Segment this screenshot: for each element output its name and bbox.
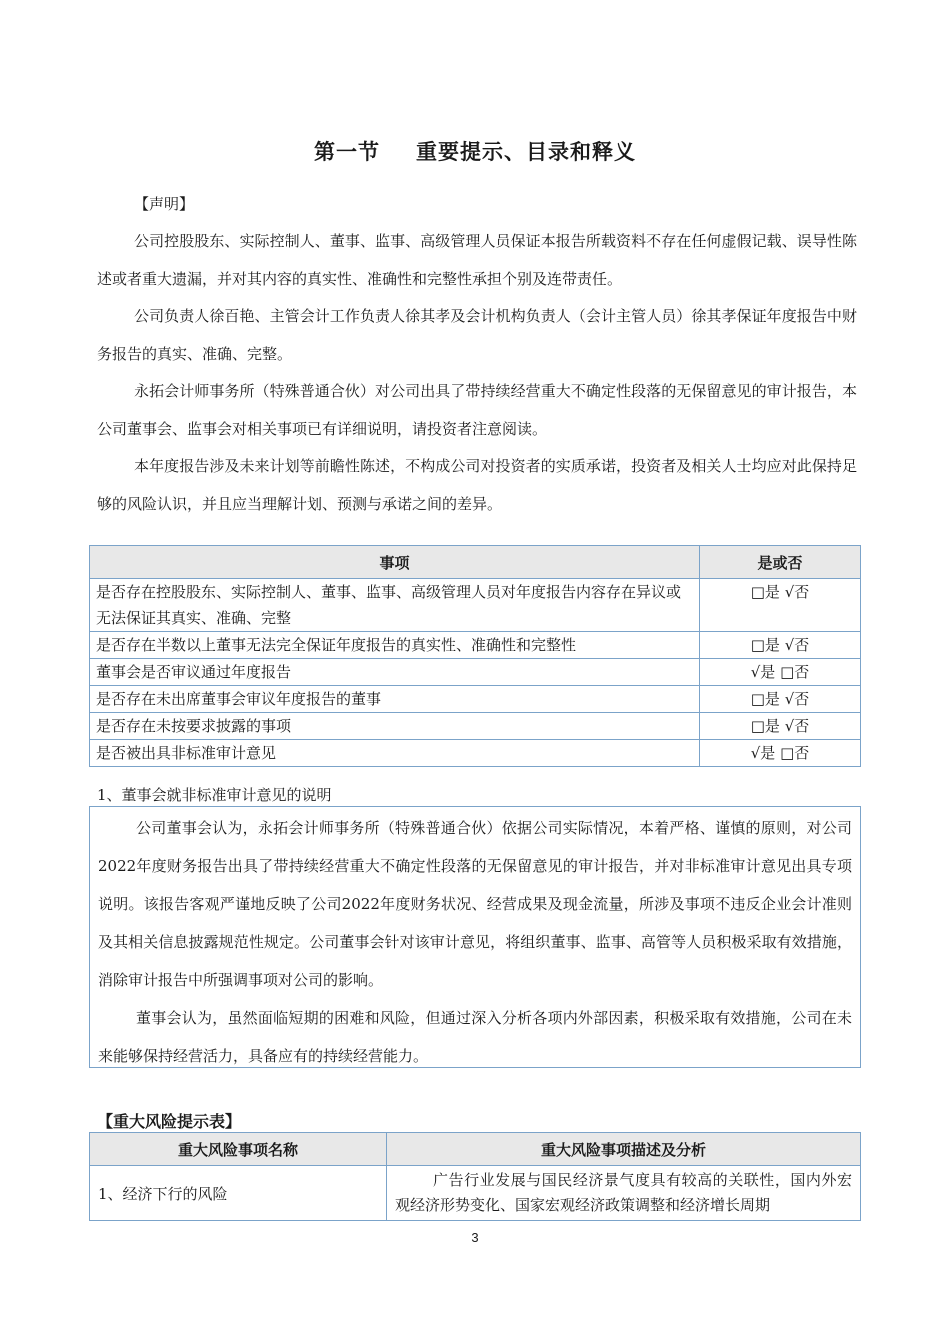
section-title (0, 136, 950, 166)
answer-cell: □是 √否 (700, 686, 861, 713)
header-yes-no: 是或否 (700, 546, 861, 579)
matter-cell: 是否存在半数以上董事无法完全保证年度报告的真实性、准确性和完整性 (90, 632, 700, 659)
table-row (90, 579, 861, 632)
matters-table (89, 545, 861, 767)
statement-paragraph: 公司控股股东、实际控制人、董事、监事、高级管理人员保证本报告所载资料不存在任何虚假记载、误导性陈述或者重大遗漏，并对其内容的真实性、准确性和完整性承担个别及连带责任。 (97, 232, 857, 288)
answer-cell: □是 √否 (700, 713, 861, 740)
table-row (90, 740, 861, 767)
answer-cell: √是 □否 (700, 740, 861, 767)
statement-paragraph: 本年度报告涉及未来计划等前瞻性陈述，不构成公司对投资者的实质承诺，投资者及相关人士均应对此保持足够的风险认识，并且应当理解计划、预测与承诺之间的差异。 (97, 457, 857, 513)
header-risk-name: 重大风险事项名称 (90, 1133, 387, 1166)
risk-name-cell: 1、经济下行的风险 (90, 1166, 387, 1221)
matter-cell: 是否被出具非标准审计意见 (90, 740, 700, 767)
statement-paragraph: 永拓会计师事务所（特殊普通合伙）对公司出具了带持续经营重大不确定性段落的无保留意见的审计报告，本公司董事会、监事会对相关事项已有详细说明，请投资者注意阅读。 (97, 382, 857, 438)
table-header-row (90, 546, 861, 579)
page-number: 3 (471, 1230, 479, 1245)
table-row (90, 632, 861, 659)
section-number: 第一节 (314, 140, 380, 164)
risk-table (89, 1132, 861, 1221)
risk-table-title: 【重大风险提示表】 (97, 1112, 242, 1131)
header-risk-description: 重大风险事项描述及分析 (387, 1133, 861, 1166)
statement-paragraph: 公司负责人徐百艳、主管会计工作负责人徐其孝及会计机构负责人（会计主管人员）徐其孝保证年度报告中财务报告的真实、准确、完整。 (97, 307, 857, 363)
matter-cell: 是否存在控股股东、实际控制人、董事、监事、高级管理人员对年度报告内容存在异议或无法保证其真实、准确、完整 (90, 579, 700, 632)
answer-cell: □是 √否 (700, 579, 861, 632)
header-matter: 事项 (90, 546, 700, 579)
table-row (90, 1166, 861, 1221)
answer-cell: □是 √否 (700, 632, 861, 659)
matter-cell: 董事会是否审议通过年度报告 (90, 659, 700, 686)
statement-heading: 【声明】 (134, 195, 195, 213)
answer-cell: √是 □否 (700, 659, 861, 686)
board-note-paragraph: 公司董事会认为，永拓会计师事务所（特殊普通合伙）依据公司实际情况，本着严格、谨慎的原则，对公司2022年度财务报告出具了带持续经营重大不确定性段落的无保留意见的审计报告，并对非标准审计意见出具专项说明。该报告客观严谨地反映了公司2022年度财务状况、经营成果及现金流量，所涉及事项不违反企业会计准则及其相关信息披露规范性规定。公司董事会针对该审计意见，将组织董事、监事、高管等人员积极采取有效措施，消除审计报告中所强调事项对公司的影响。 (98, 819, 852, 989)
risk-description-cell: 广告行业发展与国民经济景气度具有较高的关联性，国内外宏观经济形势变化、国家宏观经济政策调整和经济增长周期 (387, 1166, 861, 1221)
board-note-box (89, 806, 861, 1068)
matter-cell: 是否存在未出席董事会审议年度报告的董事 (90, 686, 700, 713)
table-row (90, 659, 861, 686)
table-row (90, 713, 861, 740)
matter-cell: 是否存在未按要求披露的事项 (90, 713, 700, 740)
table-header-row (90, 1133, 861, 1166)
board-note-label: 1、董事会就非标准审计意见的说明 (97, 786, 332, 804)
board-note-paragraph: 董事会认为，虽然面临短期的困难和风险，但通过深入分析各项内外部因素，积极采取有效措施，公司在未来能够保持经营活力，具备应有的持续经营能力。 (98, 1009, 852, 1065)
table-row (90, 686, 861, 713)
section-name: 重要提示、目录和释义 (416, 140, 636, 164)
